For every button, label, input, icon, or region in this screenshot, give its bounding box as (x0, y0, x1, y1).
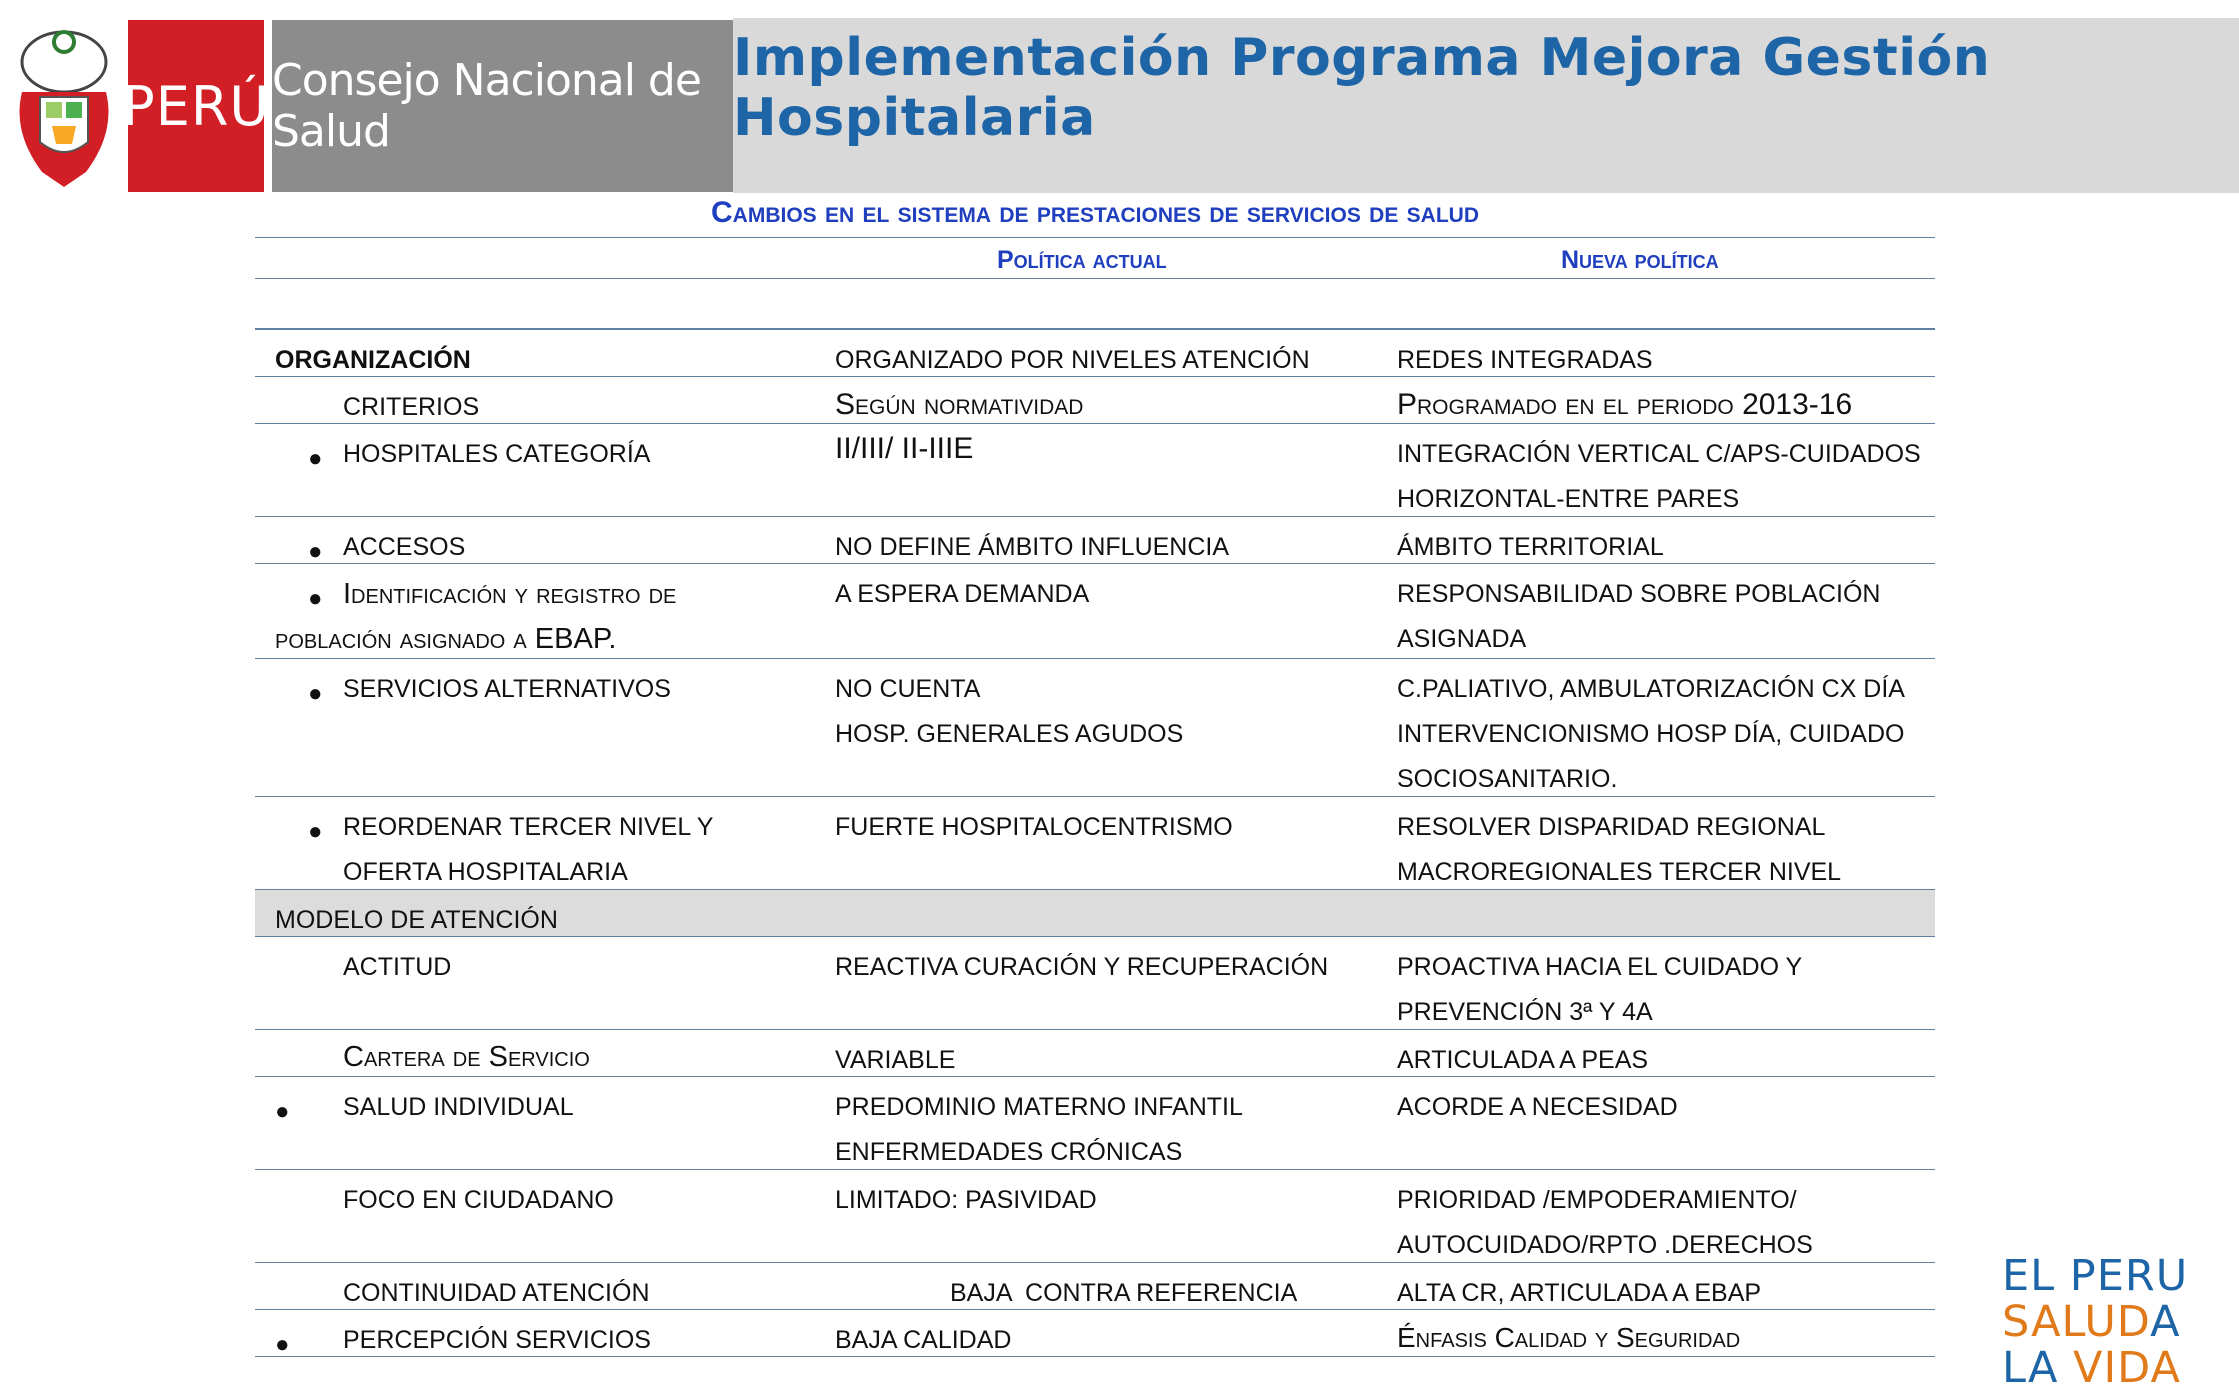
table-row (255, 1076, 1935, 1169)
bullet-icon: ● (308, 538, 323, 565)
cell-line: INTERVENCIONISMO HOSP DÍA, CUIDADO (1397, 720, 1905, 748)
cell-line: HORIZONTAL-ENTRE PARES (1397, 485, 1740, 513)
bullet-icon: ● (275, 1098, 290, 1125)
column-header-new: Nueva política (1561, 246, 1719, 274)
table-title: Cambios en el sistema de prestaciones de servicios de salud (711, 196, 1479, 229)
table-row (255, 1029, 1935, 1076)
cell-line: PRIORIDAD /EMPODERAMIENTO/ (1397, 1186, 1797, 1214)
table-divider (255, 1356, 1935, 1357)
row-label: PERCEPCIÓN SERVICIOS (343, 1326, 651, 1354)
new-policy-cell (1397, 667, 1937, 802)
section-label: MODELO DE ATENCIÓN (275, 906, 558, 934)
cell-line: ENFERMEDADES CRÓNICAS (835, 1138, 1183, 1166)
new-policy-cell: Programado en el periodo 2013-16 (1397, 388, 1853, 421)
table-row (255, 936, 1935, 1029)
slide-header (0, 0, 2239, 193)
cell-line: OFERTA HOSPITALARIA (343, 858, 628, 886)
slogan-word: SALUD (2002, 1297, 2151, 1347)
cell-line: SOCIOSANITARIO. (1397, 765, 1618, 793)
row-label: SERVICIOS ALTERNATIVOS (343, 675, 671, 703)
consejo-logo-block: Consejo Nacional de Salud (272, 20, 733, 192)
new-policy-cell (1397, 945, 1937, 1035)
column-header-row (255, 237, 1935, 278)
cell-line: HOSP. GENERALES AGUDOS (835, 720, 1184, 748)
slogan-line (2002, 1299, 2232, 1345)
new-policy-cell (1397, 572, 1937, 662)
new-policy-cell: ACORDE A NECESIDAD (1397, 1093, 1678, 1121)
row-label (275, 572, 795, 662)
table-row (255, 329, 1935, 376)
cell-line: NO CUENTA (835, 675, 981, 703)
current-policy-cell: A ESPERA DEMANDA (835, 580, 1090, 608)
row-label: CRITERIOS (343, 393, 480, 421)
row-label: ORGANIZACIÓN (275, 346, 471, 374)
table-divider (255, 278, 1935, 279)
current-policy-cell: FUERTE HOSPITALOCENTRISMO (835, 813, 1233, 841)
slogan-line: EL PERU (2002, 1251, 2189, 1301)
table-row (255, 796, 1935, 889)
cell-line: REORDENAR TERCER NIVEL Y (343, 813, 714, 841)
table-row (255, 376, 1935, 423)
new-policy-cell: ÁMBITO TERRITORIAL (1397, 533, 1664, 561)
slogan-word: LA (2002, 1343, 2074, 1393)
current-policy-cell: Según normatividad (835, 388, 1084, 421)
cell-line: RESOLVER DISPARIDAD REGIONAL (1397, 813, 1826, 841)
current-policy-cell: ORGANIZADO POR NIVELES ATENCIÓN (835, 346, 1310, 374)
row-label: CONTINUIDAD ATENCIÓN (343, 1279, 650, 1307)
bullet-icon: ● (308, 680, 323, 707)
section-header-row (255, 889, 1935, 936)
row-label: SALUD INDIVIDUAL (343, 1093, 574, 1121)
bullet-icon: ● (275, 1331, 290, 1358)
new-policy-cell (1397, 432, 1937, 522)
bullet-icon: ● (308, 445, 323, 472)
current-policy-cell: LIMITADO: PASIVIDAD (835, 1186, 1097, 1214)
cell-line: MACROREGIONALES TERCER NIVEL (1397, 858, 1842, 886)
current-policy-cell: BAJA CALIDAD (835, 1326, 1012, 1354)
cell-line: INTEGRACIÓN VERTICAL C/APS-CUIDADOS (1397, 440, 1921, 468)
new-policy-cell: ALTA CR, ARTICULADA A EBAP (1397, 1279, 1762, 1307)
table-row (255, 563, 1935, 658)
slogan-word: VIDA (2073, 1343, 2181, 1393)
cell-line: PROACTIVA HACIA EL CUIDADO Y (1397, 953, 1803, 981)
row-label: ACCESOS (343, 533, 466, 561)
row-label: HOSPITALES CATEGORÍA (343, 440, 651, 468)
new-policy-cell: REDES INTEGRADAS (1397, 346, 1653, 374)
new-policy-cell: Énfasis Calidad y Seguridad (1397, 1322, 1741, 1353)
current-policy-cell: VARIABLE (835, 1046, 956, 1074)
row-label: Cartera de Servicio (343, 1041, 590, 1073)
table-row (255, 1169, 1935, 1262)
cell-line: Identificación y registro de (343, 578, 677, 610)
slogan-word: A (2150, 1297, 2181, 1347)
coat-of-arms-icon (12, 22, 117, 192)
current-policy-cell (835, 1085, 1355, 1175)
row-label: ACTITUD (343, 953, 452, 981)
new-policy-cell: ARTICULADA A PEAS (1397, 1046, 1649, 1074)
bullet-icon: ● (308, 585, 323, 612)
current-policy-cell: II/III/ II-IIIE (835, 432, 974, 465)
current-policy-cell (835, 667, 1355, 757)
cell-line: PREDOMINIO MATERNO INFANTIL (835, 1093, 1243, 1121)
page-title: Implementación Programa Mejora Gestión Hospitalaria (733, 28, 1991, 148)
current-policy-cell: REACTIVA CURACIÓN Y RECUPERACIÓN (835, 953, 1329, 981)
bullet-icon: ● (308, 818, 323, 845)
cell-line: C.PALIATIVO, AMBULATORIZACIÓN CX DÍA (1397, 675, 1905, 703)
peru-logo-block: PERÚ (128, 20, 264, 192)
row-label: FOCO EN CIUDADANO (343, 1186, 614, 1214)
table-row (255, 1309, 1935, 1356)
table-row (255, 423, 1935, 516)
new-policy-cell (1397, 1178, 1937, 1268)
row-label (343, 805, 783, 895)
cell-line: ASIGNADA (1397, 625, 1527, 653)
table-row (255, 1262, 1935, 1309)
slogan-line (2002, 1345, 2232, 1391)
table-row (255, 516, 1935, 563)
current-policy-cell: NO DEFINE ÁMBITO INFLUENCIA (835, 533, 1230, 561)
cell-line: RESPONSABILIDAD SOBRE POBLACIÓN (1397, 580, 1881, 608)
cell-line: AUTOCUIDADO/RPTO .DERECHOS (1397, 1231, 1813, 1259)
column-header-current: Política actual (997, 246, 1167, 274)
cell-line: PREVENCIÓN 3ª Y 4A (1397, 998, 1653, 1026)
new-policy-cell (1397, 805, 1937, 895)
table-row (255, 658, 1935, 796)
cell-line: población asignado a EBAP. (275, 623, 617, 655)
slogan-logo (2002, 1253, 2232, 1391)
current-policy-cell: BAJA CONTRA REFERENCIA (950, 1279, 1298, 1307)
